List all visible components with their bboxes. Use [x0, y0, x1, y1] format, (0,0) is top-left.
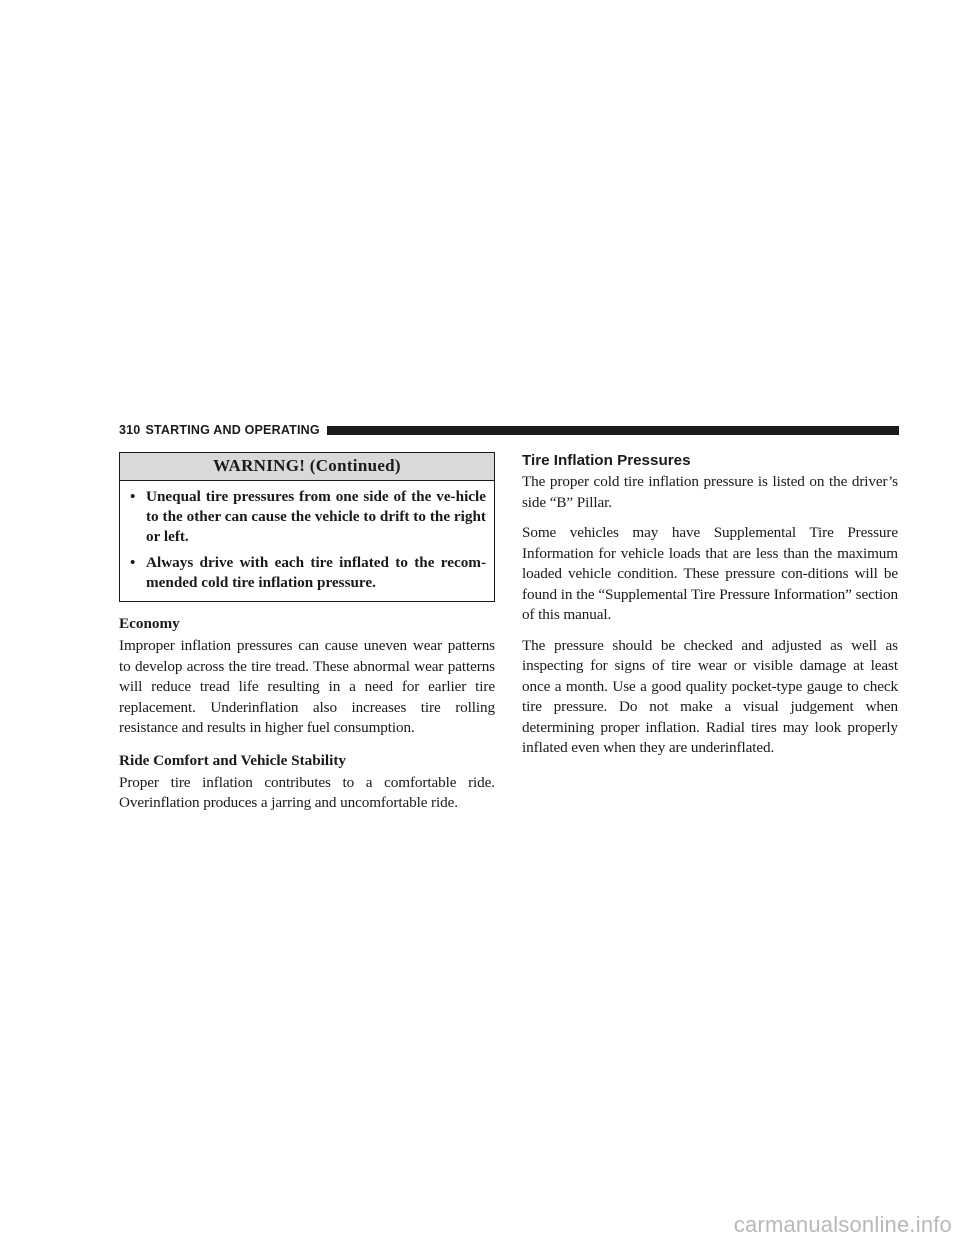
page-header [119, 422, 899, 438]
economy-heading: Economy [119, 615, 180, 632]
section-title: STARTING AND OPERATING [145, 423, 320, 437]
bullet-icon: • [130, 554, 136, 571]
bullet-icon: • [130, 488, 136, 505]
warning-item [128, 487, 486, 547]
tire-inflation-paragraph: The pressure should be checked and adjusted as well as inspecting for signs of tire wear or visible damage at least once a month. Use a good quality pocket-type gauge to check tire pressure. Do not make a visual judgement when determining proper inflation. Radial tires may look properly inflated even when they are underinflated. [522, 636, 898, 756]
warning-list [120, 481, 494, 601]
tire-inflation-heading: Tire Inflation Pressures [522, 452, 691, 469]
warning-item-text: Always drive with each tire inflated to the recom-mended cold tire inflation pressure. [146, 554, 486, 591]
watermark: carmanualsonline.info [733, 1212, 952, 1237]
warning-box [119, 452, 495, 602]
page-number: 310 [119, 423, 141, 437]
ride-comfort-paragraph: Proper tire inflation contributes to a comfortable ride. Overinflation produces a jarring and uncomfortable ride. [119, 773, 495, 811]
tire-inflation-paragraph: The proper cold tire inflation pressure is listed on the driver’s side “B” Pillar. [522, 473, 898, 511]
economy-paragraph: Improper inflation pressures can cause uneven wear patterns to develop across the tire tread. These abnormal wear patterns will reduce tread life resulting in a need for earlier tire replacement. Underinflation also increases tire rolling resistance and results in higher fuel consumption. [119, 637, 495, 736]
tire-inflation-paragraph: Some vehicles may have Supplemental Tire Pressure Information for vehicle loads that are less than the maximum loaded vehicle condition. These pressure con-ditions will be found in the “Supplemental Tire Pressure Information” section of this manual. [522, 524, 898, 623]
header-rule [327, 426, 899, 435]
ride-comfort-heading: Ride Comfort and Vehicle Stability [119, 751, 346, 769]
warning-item [128, 553, 486, 593]
warning-item-text: Unequal tire pressures from one side of the ve-hicle to the other can cause the vehicle to drift to the right or left. [146, 488, 486, 545]
left-column [119, 452, 495, 824]
right-column [522, 452, 898, 769]
warning-title: WARNING! (Continued) [120, 453, 494, 481]
